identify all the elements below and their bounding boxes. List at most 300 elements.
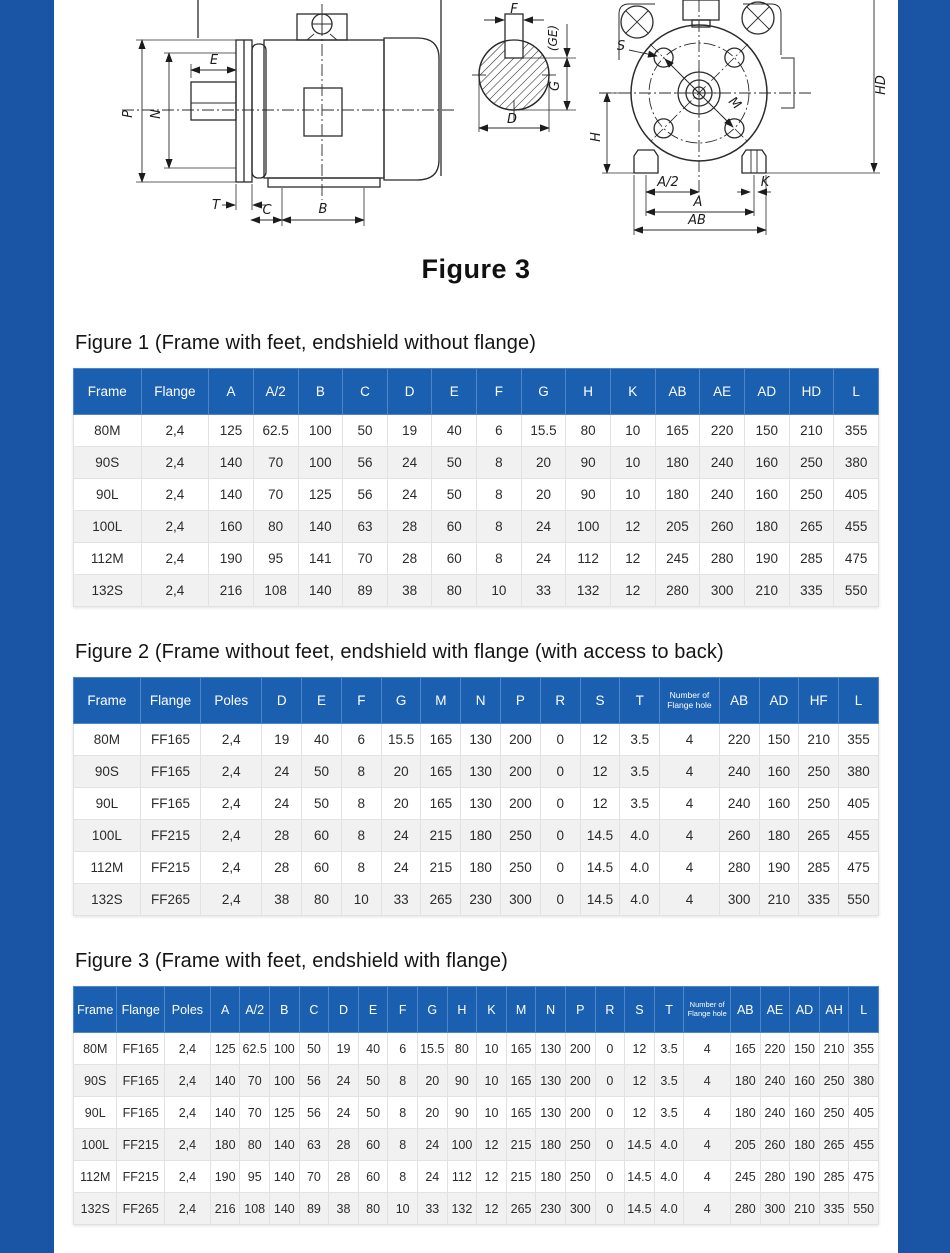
dim-label-m: M <box>725 94 744 113</box>
column-header: S <box>625 987 655 1033</box>
table-cell: 100L <box>74 511 142 543</box>
dim-label-t: T <box>212 198 220 213</box>
table-cell: 3.5 <box>620 788 660 820</box>
table-cell: 130 <box>461 724 501 756</box>
table-cell: 220 <box>700 415 745 447</box>
table-cell: 2,4 <box>201 852 262 884</box>
dim-label-g: G <box>548 80 563 92</box>
table-cell: 4 <box>684 1161 731 1193</box>
table-cell: 230 <box>461 884 501 916</box>
table-cell: 4 <box>660 788 720 820</box>
table-cell: 12 <box>580 788 620 820</box>
table-cell: 24 <box>262 756 302 788</box>
dim-label-a: A <box>693 195 703 210</box>
table-cell: FF165 <box>117 1065 164 1097</box>
table-cell: 216 <box>209 575 254 607</box>
table-cell: 125 <box>210 1033 240 1065</box>
table-cell: 355 <box>849 1033 879 1065</box>
table-cell: FF165 <box>140 724 200 756</box>
table-cell: 19 <box>262 724 302 756</box>
table-cell: 10 <box>477 1033 507 1065</box>
table-cell: 90 <box>566 479 611 511</box>
table-cell: 24 <box>521 543 566 575</box>
shaft-section-drawing <box>472 14 576 132</box>
dim-label-k: K <box>760 175 770 190</box>
table-cell: 14.5 <box>580 852 620 884</box>
table-cell: 2,4 <box>141 447 209 479</box>
table-cell: FF215 <box>117 1129 164 1161</box>
table-row <box>74 852 879 884</box>
table-cell: 24 <box>387 447 432 479</box>
column-header: F <box>388 987 418 1033</box>
table-row <box>74 1129 879 1161</box>
table-cell: 380 <box>839 756 879 788</box>
table-cell: 63 <box>299 1129 329 1161</box>
table-cell: 140 <box>298 575 343 607</box>
table-row <box>74 1097 879 1129</box>
table-cell: 3.5 <box>654 1065 684 1097</box>
table-cell: 20 <box>381 756 421 788</box>
table-row <box>74 788 879 820</box>
table-cell: 6 <box>477 415 522 447</box>
table-row <box>74 756 879 788</box>
table-cell: 10 <box>610 415 655 447</box>
table-row <box>74 1193 879 1225</box>
table-cell: 24 <box>521 511 566 543</box>
column-header: H <box>566 369 611 415</box>
table-cell: 90L <box>74 1097 117 1129</box>
table-header-row <box>74 369 879 415</box>
table-cell: 2,4 <box>164 1065 210 1097</box>
column-header: B <box>270 987 300 1033</box>
document-page <box>54 0 898 1253</box>
column-header: H <box>447 987 477 1033</box>
table-cell: 220 <box>719 724 759 756</box>
table-cell: 50 <box>432 447 477 479</box>
table-cell: 2,4 <box>141 415 209 447</box>
table-cell: 250 <box>501 852 541 884</box>
table-cell: FF265 <box>117 1193 164 1225</box>
table-cell: 300 <box>565 1193 595 1225</box>
table-cell: 14.5 <box>580 820 620 852</box>
table-cell: 550 <box>834 575 879 607</box>
table-cell: 33 <box>381 884 421 916</box>
drawing-svg <box>54 0 898 246</box>
table-cell: 265 <box>819 1129 849 1161</box>
table-cell: 4.0 <box>654 1193 684 1225</box>
table-cell: 8 <box>341 788 381 820</box>
table-cell: 475 <box>849 1161 879 1193</box>
table-cell: 15.5 <box>417 1033 447 1065</box>
column-header: T <box>620 678 660 724</box>
table-cell: 0 <box>540 756 580 788</box>
section-heading-figure1: Figure 1 (Frame with feet, endshield without flange) <box>75 332 536 354</box>
table-cell: 190 <box>209 543 254 575</box>
column-header: AE <box>700 369 745 415</box>
table-cell: 60 <box>302 852 342 884</box>
table-cell: 240 <box>760 1097 790 1129</box>
table-cell: 24 <box>387 479 432 511</box>
table-cell: 140 <box>270 1129 300 1161</box>
dim-label-p: P <box>121 110 136 118</box>
table-row <box>74 820 879 852</box>
table-cell: 250 <box>789 479 834 511</box>
table-cell: 28 <box>329 1161 359 1193</box>
table-cell: 38 <box>329 1193 359 1225</box>
table-cell: 80M <box>74 724 141 756</box>
side-view-labels <box>121 53 328 218</box>
table-cell: 80M <box>74 415 142 447</box>
table-cell: 125 <box>298 479 343 511</box>
table-cell: 240 <box>700 479 745 511</box>
table-cell: 19 <box>329 1033 359 1065</box>
table-cell: 2,4 <box>164 1193 210 1225</box>
table-cell: 12 <box>610 511 655 543</box>
table-cell: 100 <box>270 1033 300 1065</box>
table-cell: 300 <box>760 1193 790 1225</box>
table-cell: 180 <box>731 1097 761 1129</box>
table-cell: 14.5 <box>625 1129 655 1161</box>
table-cell: 132 <box>566 575 611 607</box>
table-cell: 0 <box>540 852 580 884</box>
table-cell: 4 <box>684 1193 731 1225</box>
table-cell: 90S <box>74 1065 117 1097</box>
table-cell: 130 <box>536 1097 566 1129</box>
column-header: E <box>432 369 477 415</box>
dim-label-c: C <box>262 203 272 218</box>
table-cell: 140 <box>270 1193 300 1225</box>
table-cell: 12 <box>580 756 620 788</box>
column-header: L <box>839 678 879 724</box>
column-header: E <box>358 987 388 1033</box>
column-header: AD <box>759 678 799 724</box>
table-cell: 455 <box>849 1129 879 1161</box>
table-cell: 100 <box>298 415 343 447</box>
table-cell: 200 <box>501 788 541 820</box>
table-cell: 140 <box>209 479 254 511</box>
table-cell: 160 <box>744 479 789 511</box>
table-cell: 260 <box>760 1129 790 1161</box>
dimension-table-figure3 <box>73 986 879 1225</box>
table-cell: 210 <box>819 1033 849 1065</box>
table-cell: 2,4 <box>201 884 262 916</box>
table-cell: 112M <box>74 543 142 575</box>
table-cell: 0 <box>595 1129 625 1161</box>
table-cell: 14.5 <box>580 884 620 916</box>
table-cell: 56 <box>343 447 388 479</box>
table-cell: 63 <box>343 511 388 543</box>
column-header: Number of Flange hole <box>660 678 720 724</box>
table-cell: 4.0 <box>654 1161 684 1193</box>
table-cell: 380 <box>834 447 879 479</box>
table-cell: 2,4 <box>164 1097 210 1129</box>
table-cell: 100 <box>447 1129 477 1161</box>
dim-label-n: N <box>149 109 164 119</box>
table-cell: 130 <box>461 756 501 788</box>
table-cell: 112 <box>566 543 611 575</box>
column-header: A <box>210 987 240 1033</box>
table-cell: 405 <box>839 788 879 820</box>
table-cell: 33 <box>417 1193 447 1225</box>
table-cell: 60 <box>302 820 342 852</box>
table-cell: 132S <box>74 575 142 607</box>
table-cell: 50 <box>302 788 342 820</box>
table-cell: 0 <box>540 724 580 756</box>
column-header: Flange <box>117 987 164 1033</box>
table-cell: 250 <box>565 1129 595 1161</box>
table-cell: 20 <box>521 447 566 479</box>
table-cell: FF215 <box>140 820 200 852</box>
table-cell: 10 <box>388 1193 418 1225</box>
table-cell: 12 <box>477 1129 507 1161</box>
column-header: D <box>329 987 359 1033</box>
table-cell: 12 <box>610 543 655 575</box>
table-cell: 132 <box>447 1193 477 1225</box>
table-cell: 455 <box>839 820 879 852</box>
table-cell: 100 <box>298 447 343 479</box>
table-cell: FF165 <box>117 1033 164 1065</box>
table-cell: 180 <box>536 1129 566 1161</box>
column-header: Flange <box>141 369 209 415</box>
table-cell: 2,4 <box>141 575 209 607</box>
table-cell: 132S <box>74 884 141 916</box>
table-cell: 90S <box>74 447 142 479</box>
section-heading-figure2: Figure 2 (Frame without feet, endshield with flange (with access to back) <box>75 641 724 663</box>
table-cell: 180 <box>461 852 501 884</box>
column-header: AB <box>655 369 700 415</box>
table-cell: 245 <box>731 1161 761 1193</box>
table-cell: 89 <box>343 575 388 607</box>
table-cell: 28 <box>262 820 302 852</box>
column-header: S <box>580 678 620 724</box>
table-cell: 335 <box>819 1193 849 1225</box>
table-cell: 140 <box>210 1065 240 1097</box>
table-row <box>74 1161 879 1193</box>
table-cell: 550 <box>839 884 879 916</box>
table-cell: 0 <box>595 1161 625 1193</box>
table-cell: 210 <box>790 1193 820 1225</box>
table-cell: 4 <box>684 1129 731 1161</box>
table-cell: 8 <box>341 852 381 884</box>
table-cell: 108 <box>253 575 298 607</box>
table-cell: 4 <box>660 724 720 756</box>
table-cell: 180 <box>759 820 799 852</box>
table-cell: 165 <box>506 1097 536 1129</box>
table-cell: 265 <box>506 1193 536 1225</box>
table-cell: 20 <box>417 1065 447 1097</box>
table-cell: 215 <box>506 1161 536 1193</box>
column-header: HD <box>789 369 834 415</box>
table-cell: 165 <box>731 1033 761 1065</box>
table-cell: 62.5 <box>240 1033 270 1065</box>
table-cell: 8 <box>341 756 381 788</box>
column-header: A/2 <box>253 369 298 415</box>
table-cell: 210 <box>759 884 799 916</box>
table-cell: 355 <box>839 724 879 756</box>
table-cell: 24 <box>381 820 421 852</box>
table-cell: 33 <box>521 575 566 607</box>
column-header: AD <box>744 369 789 415</box>
table-cell: 15.5 <box>521 415 566 447</box>
table-cell: 220 <box>760 1033 790 1065</box>
dim-label-ab: AB <box>688 213 706 228</box>
table-cell: 300 <box>700 575 745 607</box>
dim-label-b: B <box>318 202 328 217</box>
table-cell: 265 <box>421 884 461 916</box>
table-cell: 80 <box>566 415 611 447</box>
table-cell: 550 <box>849 1193 879 1225</box>
table-cell: 3.5 <box>654 1097 684 1129</box>
table-cell: 240 <box>719 756 759 788</box>
table-cell: 165 <box>421 756 461 788</box>
table-cell: 40 <box>358 1033 388 1065</box>
table-cell: 355 <box>834 415 879 447</box>
table-cell: 62.5 <box>253 415 298 447</box>
column-header: Frame <box>74 678 141 724</box>
table-row <box>74 511 879 543</box>
table-cell: 300 <box>719 884 759 916</box>
table-cell: 24 <box>329 1097 359 1129</box>
table-cell: 140 <box>298 511 343 543</box>
table-cell: 60 <box>432 543 477 575</box>
table-cell: 20 <box>521 479 566 511</box>
table-cell: FF165 <box>140 788 200 820</box>
table-cell: 8 <box>341 820 381 852</box>
table-cell: 50 <box>302 756 342 788</box>
table-cell: 70 <box>343 543 388 575</box>
table-cell: 180 <box>731 1065 761 1097</box>
table-cell: 38 <box>387 575 432 607</box>
table-cell: 80 <box>240 1129 270 1161</box>
table-cell: 112M <box>74 1161 117 1193</box>
table-cell: 140 <box>210 1097 240 1129</box>
table-row <box>74 543 879 575</box>
table-cell: 2,4 <box>201 756 262 788</box>
dim-label-f: F <box>510 2 518 17</box>
table-cell: 210 <box>789 415 834 447</box>
table-cell: 12 <box>580 724 620 756</box>
column-header: G <box>521 369 566 415</box>
side-view-drawing <box>122 0 456 226</box>
table-cell: 12 <box>610 575 655 607</box>
table-cell: 4.0 <box>620 852 660 884</box>
table-cell: 8 <box>388 1097 418 1129</box>
table-cell: 265 <box>799 820 839 852</box>
table-cell: 12 <box>625 1097 655 1129</box>
column-header: F <box>477 369 522 415</box>
section-heading-figure3: Figure 3 (Frame with feet, endshield with flange) <box>75 950 508 972</box>
column-header: G <box>381 678 421 724</box>
table-cell: 160 <box>759 788 799 820</box>
table-cell: 38 <box>262 884 302 916</box>
table-cell: 8 <box>388 1129 418 1161</box>
column-header: T <box>654 987 684 1033</box>
table-cell: 300 <box>501 884 541 916</box>
table-cell: 14.5 <box>625 1161 655 1193</box>
table-cell: 0 <box>595 1033 625 1065</box>
table-cell: 80 <box>302 884 342 916</box>
column-header: AB <box>731 987 761 1033</box>
table-cell: 90S <box>74 756 141 788</box>
table-cell: 280 <box>700 543 745 575</box>
table-cell: 50 <box>432 479 477 511</box>
table-cell: 260 <box>700 511 745 543</box>
table-cell: 165 <box>421 788 461 820</box>
column-header: N <box>536 987 566 1033</box>
column-header: Poles <box>201 678 262 724</box>
table-cell: 2,4 <box>201 724 262 756</box>
table-cell: 8 <box>477 543 522 575</box>
table-cell: 24 <box>417 1129 447 1161</box>
table-cell: 50 <box>299 1033 329 1065</box>
table-cell: 160 <box>790 1065 820 1097</box>
column-header: AD <box>790 987 820 1033</box>
table-cell: 165 <box>421 724 461 756</box>
column-header: E <box>302 678 342 724</box>
table-cell: 265 <box>789 511 834 543</box>
table-cell: 200 <box>565 1065 595 1097</box>
table-cell: 280 <box>760 1161 790 1193</box>
table-cell: 250 <box>799 788 839 820</box>
column-header: P <box>565 987 595 1033</box>
table-cell: 95 <box>253 543 298 575</box>
table-cell: 108 <box>240 1193 270 1225</box>
table-cell: 3.5 <box>620 724 660 756</box>
table-cell: 70 <box>240 1097 270 1129</box>
table-cell: 70 <box>299 1161 329 1193</box>
table-cell: 160 <box>759 756 799 788</box>
column-header: M <box>506 987 536 1033</box>
table-cell: 250 <box>565 1161 595 1193</box>
table-cell: FF165 <box>117 1097 164 1129</box>
column-header: G <box>417 987 447 1033</box>
column-header: Flange <box>140 678 200 724</box>
table-cell: 475 <box>839 852 879 884</box>
table-cell: 280 <box>655 575 700 607</box>
table-cell: 28 <box>387 543 432 575</box>
table-cell: 190 <box>759 852 799 884</box>
column-header: R <box>540 678 580 724</box>
dim-label-a-half: A/2 <box>657 175 679 190</box>
table-cell: 19 <box>387 415 432 447</box>
table-cell: 285 <box>789 543 834 575</box>
table-cell: 215 <box>421 820 461 852</box>
table-cell: 4 <box>684 1097 731 1129</box>
table-cell: 24 <box>417 1161 447 1193</box>
table-cell: 100 <box>566 511 611 543</box>
table-cell: 0 <box>540 820 580 852</box>
table-cell: 240 <box>700 447 745 479</box>
table-cell: 200 <box>501 724 541 756</box>
table-cell: 60 <box>358 1129 388 1161</box>
table-cell: 150 <box>744 415 789 447</box>
table-cell: 10 <box>477 1097 507 1129</box>
table-cell: 2,4 <box>141 479 209 511</box>
column-header: A/2 <box>240 987 270 1033</box>
table-cell: 4.0 <box>620 820 660 852</box>
table-cell: 40 <box>302 724 342 756</box>
table-cell: 2,4 <box>201 788 262 820</box>
table-cell: 0 <box>540 788 580 820</box>
table-cell: 8 <box>477 511 522 543</box>
table-cell: 150 <box>759 724 799 756</box>
table-cell: 14.5 <box>625 1193 655 1225</box>
table-cell: 3.5 <box>620 756 660 788</box>
table-cell: 260 <box>719 820 759 852</box>
table-cell: 4.0 <box>620 884 660 916</box>
table-cell: 150 <box>790 1033 820 1065</box>
table-row <box>74 479 879 511</box>
